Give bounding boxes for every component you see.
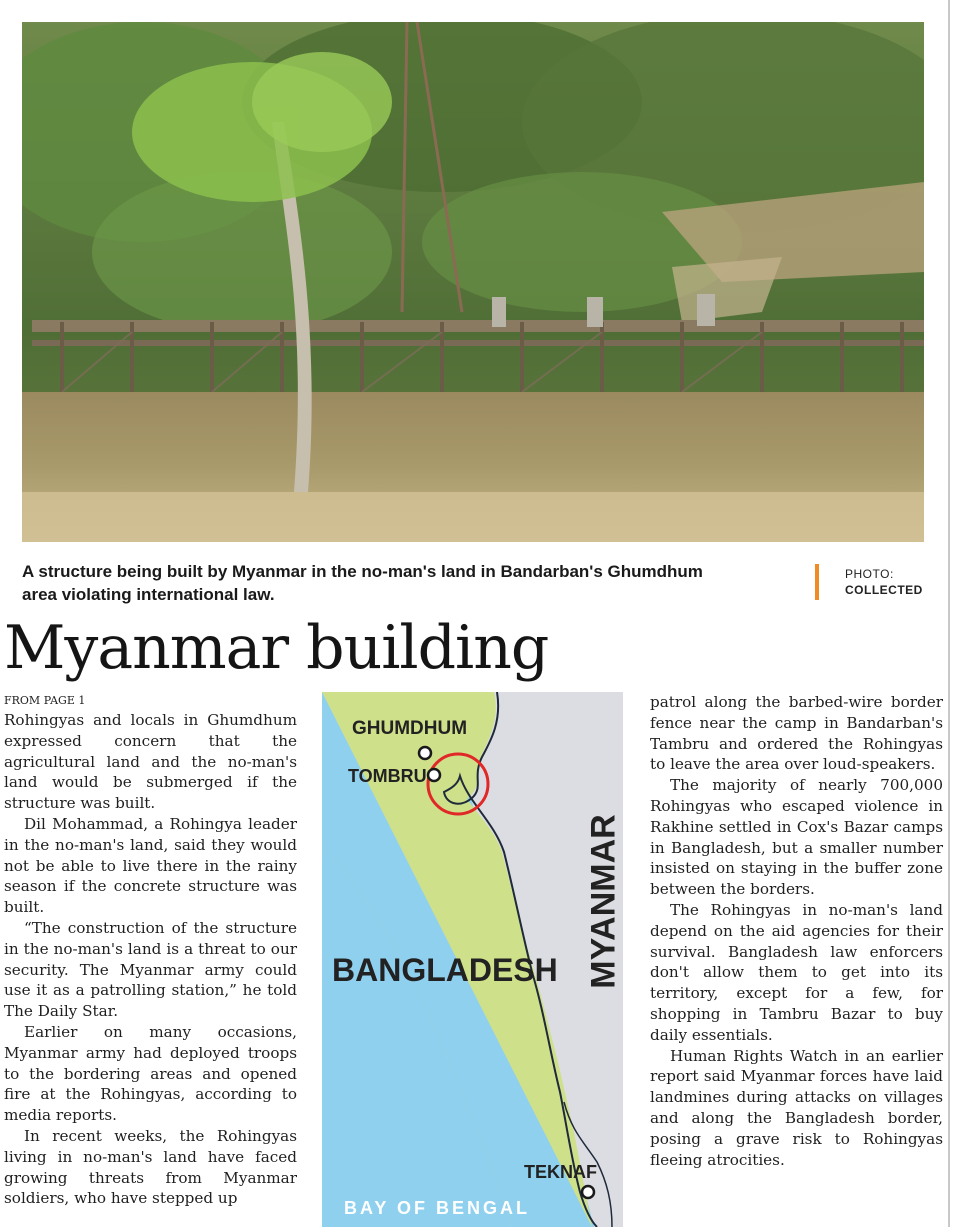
paragraph: Earlier on many occasions, Myanmar army had deployed troops to the bordering areas and opened fire at the Rohingyas, according to media reports. [4,1022,297,1125]
paragraph: “The construction of the structure in the no-man's land is a threat to our security. The Myanmar army could use it as a patrolling station,” he told The Daily Star. [4,918,297,1021]
photo-credit-source: COLLECTED [845,583,923,597]
article-column-1 [4,710,297,1209]
map-label-tombru: TOMBRU [348,766,427,786]
paragraph: Dil Mohammad, a Rohingya leader in the no-man's land, said they would not be able to live there in the rainy season if the concrete structure was built. [4,814,297,917]
paragraph: The majority of nearly 700,000 Rohingyas who escaped violence in Rakhine settled in Cox's Bazar camps in Bangladesh, but a smaller number insisted on staying in the buffer zone between the borders. [650,776,943,899]
border-map [322,692,623,1227]
map-label-teknaf: TEKNAF [524,1162,597,1182]
paragraph: The Rohingyas in no-man's land depend on the aid agencies for their survival. Bangladesh law enforcers don't allow them to get into its territory, except for a few, for shopping in Tambru Bazar to buy daily essentials. [650,900,943,1044]
map-label-ghumdhum: GHUMDHUM [352,718,468,739]
photo-illustration [22,22,924,542]
news-photo [22,22,924,542]
photo-credit [845,566,923,598]
map-label-bay-of-bengal: BAY OF BENGAL [344,1198,531,1218]
tombru-marker [428,769,440,781]
map-label-bangladesh: BANGLADESH [332,952,558,988]
paragraph: Rohingyas and locals in Ghumdhum expressed concern that the agricultural land and the no-man's land would be submerged if the structure was built. [4,711,297,813]
column-rule [948,0,950,1227]
paragraph: patrol along the barbed-wire border fence near the camp in Bandarban's Tambru and ordered the Rohingyas to leave the area over loud-speakers. [650,693,943,774]
teknaf-marker [582,1186,594,1198]
article-column-3 [650,692,943,1170]
kicker: FROM PAGE 1 [4,694,86,707]
photo-credit-label: PHOTO: [845,567,894,581]
paragraph: Human Rights Watch in an earlier report said Myanmar forces have laid landmines during attacks on villages and along the Bangladesh border, posing a grave risk to Rohingyas fleeing atrocities. [650,1046,943,1169]
paragraph: In recent weeks, the Rohingyas living in no-man's land have faced growing threats from Myanmar soldiers, who have stepped up [4,1126,297,1208]
headline: Myanmar building [4,613,549,683]
credit-accent-bar [815,564,819,600]
ghumdhum-marker [419,747,431,759]
photo-caption: A structure being built by Myanmar in the no-man's land in Bandarban's Ghumdhum area violating international law. [22,562,703,604]
map-label-myanmar: MYANMAR [584,814,623,989]
